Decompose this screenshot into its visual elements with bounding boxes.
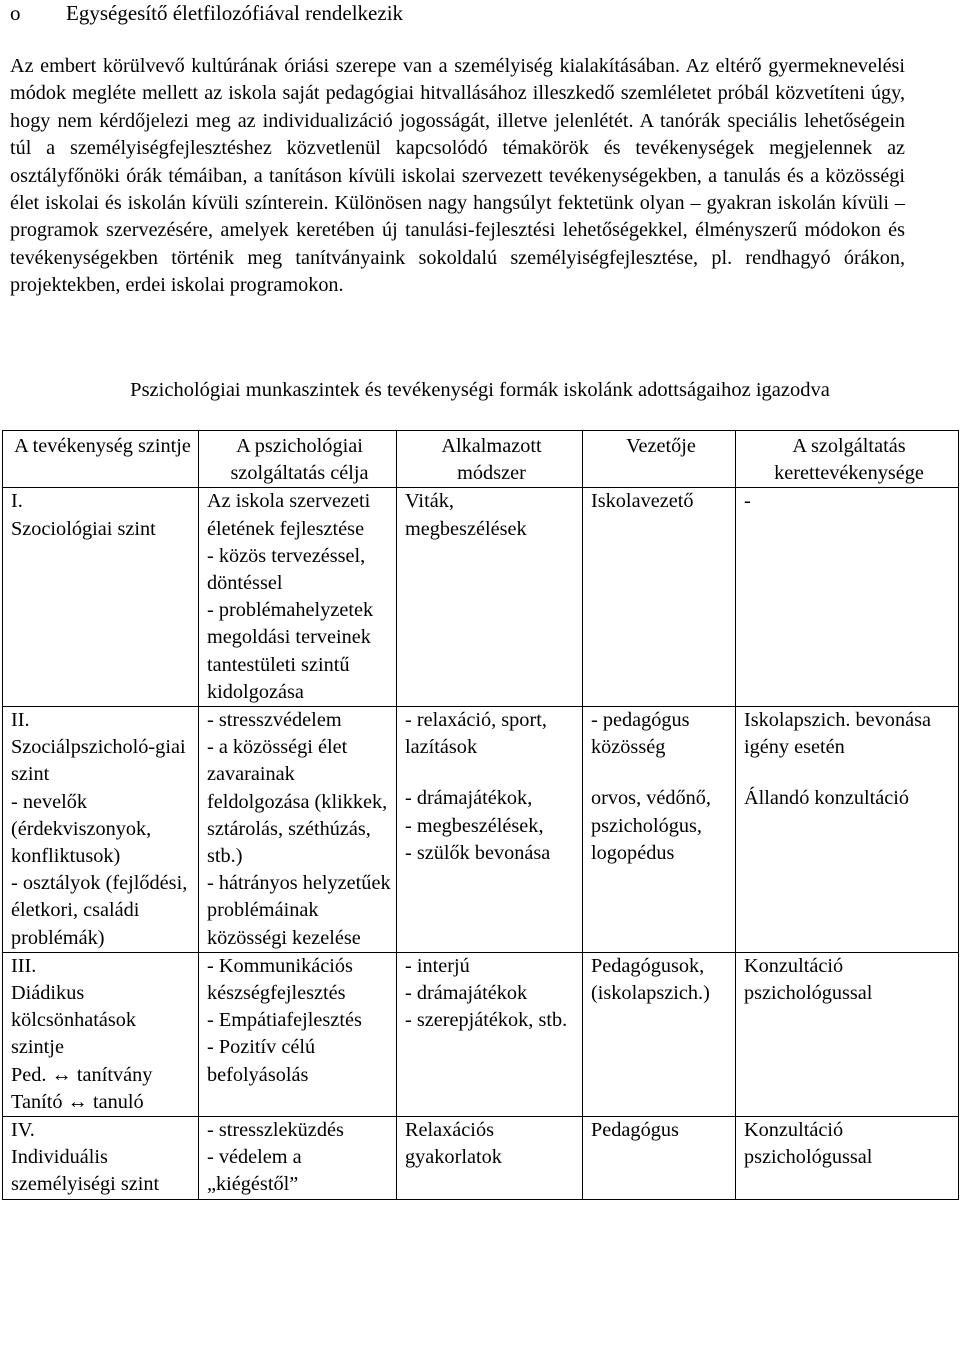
table-caption: Pszichológiai munkaszintek és tevékenységi formák iskolánk adottságaihoz igazodva: [130, 379, 830, 401]
cell-goal: - Kommunikációs készségfejlesztés - Empátiafejlesztés - Pozitív célú befolyásolás: [199, 952, 397, 1116]
bullet-text: Egységesítő életfilozófiával rendelkezik: [66, 1, 404, 25]
header-leader: Vezetője: [583, 431, 736, 488]
cell-frame: [736, 707, 959, 953]
table-row: [3, 707, 959, 953]
table-header-row: [3, 431, 959, 488]
leader-part-b: orvos, védőnő, pszichológus, logopédus: [591, 787, 711, 864]
table-row: [3, 1117, 959, 1200]
cell-leader: Pedagógusok, (iskolapszich.): [583, 952, 736, 1116]
bullet-item: [10, 0, 403, 26]
cell-frame: -: [736, 488, 959, 707]
cell-method: Viták, megbeszélések: [397, 488, 583, 707]
body-paragraph: Az embert körülvevő kultúrának óriási szerepe van a személyiség kialakításában. Az eltérő gyermeknevelési módok megléte mellett az iskola saját pedagógiai hitvallásához illeszkedő szemléletet próbál közvetíteni úgy, hogy nem kérdőjelezi meg az individualizáció jogosságát, illetve jelenlétét. A tanórák speciális lehetőségein túl a személyiségfejlesztéshez közvetlenül kapcsolódó témakörök és tevékenységek megjelennek az osztályfőnöki órák témáiban, a tanításon kívüli iskolai szervezett tevékenységekben, a tanulás és a közösségi élet iskolai és iskolán kívüli színterein. Különösen nagy hangsúlyt fektetünk olyan – gyakran iskolán kívüli – programok szervezésére, amelyek keretében új tanulási-fejlesztési lehetőségekkel, élményszerű módokon és tevékenységekben történik meg tanítványaink sokoldalú személyiségfejlesztése, pl. rendhagyó órákon, projektekben, erdei iskolai programokon.: [10, 55, 905, 297]
header-frame: A szolgáltatás kerettevékenysége: [736, 431, 959, 488]
cell-method: [397, 707, 583, 953]
cell-level: IV. Individuális személyiségi szint: [3, 1117, 199, 1200]
header-level: A tevékenység szintje: [3, 431, 199, 488]
cell-level: II. Szociálpszicholó-giai szint - nevelők (érdekviszonyok, konfliktusok) - osztályok (fejlődési, életkori, családi problémák): [3, 707, 199, 953]
header-goal: A pszichológiai szolgáltatás célja: [199, 431, 397, 488]
table-row: [3, 488, 959, 707]
leader-part-a: - pedagógus közösség: [591, 709, 690, 759]
method-part-a: - relaxáció, sport, lazítások: [405, 709, 547, 759]
cell-frame: Konzultáció pszichológussal: [736, 1117, 959, 1200]
table-row: [3, 952, 959, 1116]
cell-method: - interjú - drámajátékok - szerepjátékok, stb.: [397, 952, 583, 1116]
cell-level: III. Diádikus kölcsönhatások szintje Ped. ↔ tanítvány Tanító ↔ tanuló: [3, 952, 199, 1116]
cell-leader: Pedagógus: [583, 1117, 736, 1200]
cell-level: I. Szociológiai szint: [3, 488, 199, 707]
activity-table: [2, 430, 959, 1200]
frame-part-b: Állandó konzultáció: [744, 787, 910, 810]
frame-part-a: Iskolapszich. bevonása igény esetén: [744, 709, 931, 759]
cell-method: Relaxációs gyakorlatok: [397, 1117, 583, 1200]
cell-leader: Iskolavezető: [583, 488, 736, 707]
cell-leader: [583, 707, 736, 953]
cell-goal: - stresszvédelem - a közösségi élet zavarainak feldolgozása (klikkek, sztárolás, széthúzás, stb.) - hátrányos helyzetűek problémáinak közösségi kezelése: [199, 707, 397, 953]
bullet-marker: o: [10, 1, 21, 25]
method-part-b: - drámajátékok, - megbeszélések, - szülők bevonása: [405, 787, 551, 864]
cell-frame: Konzultáció pszichológussal: [736, 952, 959, 1116]
cell-goal: - stresszleküzdés - védelem a „kiégéstől”: [199, 1117, 397, 1200]
header-method: Alkalmazott módszer: [397, 431, 583, 488]
cell-goal: Az iskola szervezeti életének fejlesztése - közös tervezéssel, döntéssel - problémahelyzetek megoldási terveinek tantestületi szintű kidolgozása: [199, 488, 397, 707]
